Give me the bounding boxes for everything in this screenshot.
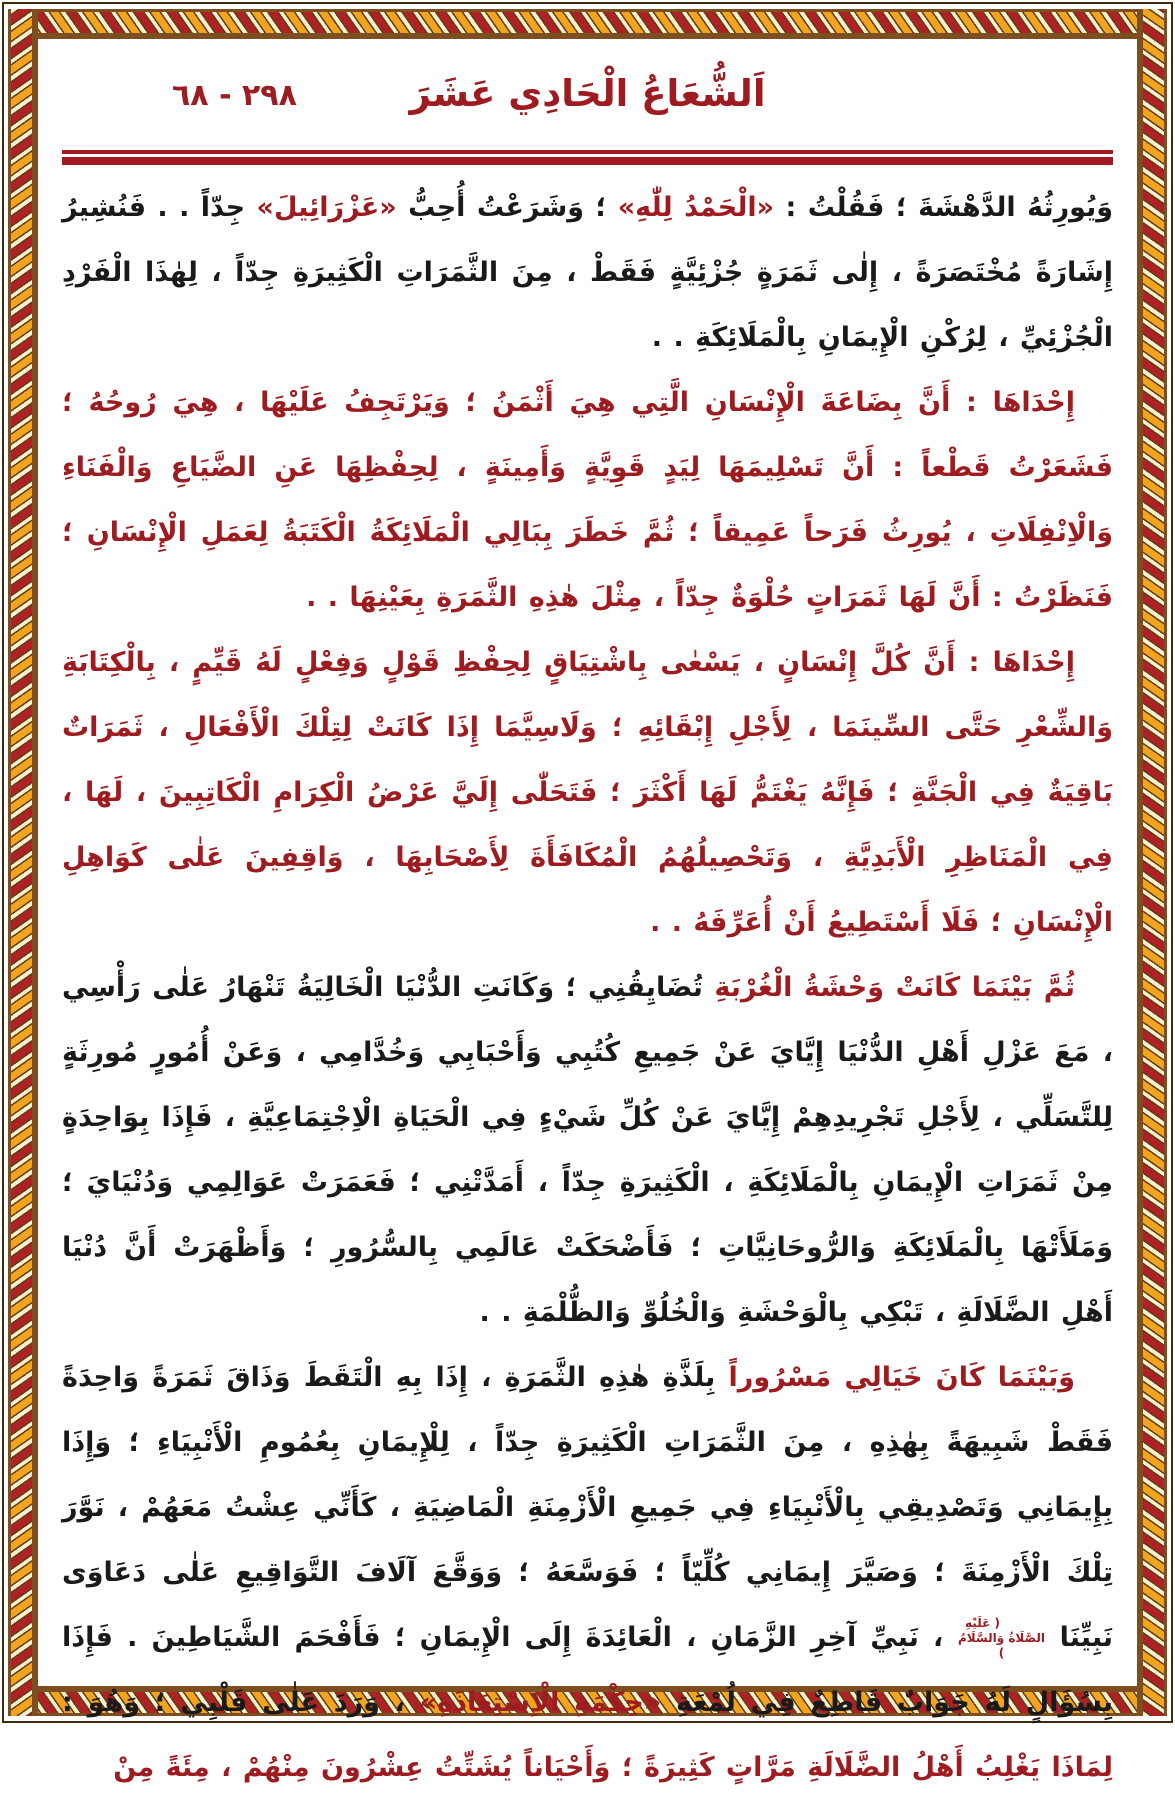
ornamental-border-top [8,9,1167,39]
text-segment: ، وَرَدَ عَلٰى قَلْبِي ؛ وَهُوَ : [62,1687,420,1718]
text-segment: «الْحَمْدُ لِلّٰهِ» [617,192,775,223]
header-divider-thin [62,150,1113,154]
paragraph [62,370,1113,630]
text-segment: إِحْدَاهَا : أَنَّ بِضَاعَةَ الْإِنْسَانِ الَّتِي هِيَ أَثْمَنُ ؛ وَيَرْتَجِفُ عَلَيْهَا ، هِيَ رُوحُهُ ؛ فَشَعَرْتُ قَطْعاً : أَنَّ تَسْلِيمَهَا لِيَدٍ قَوِيَّةٍ وَأَمِينَةٍ ، لِحِفْظِهَا عَنِ الضَّيَاعِ وَالْفَنَاءِ وَالْاِنْفِلَاتِ ، يُورِثُ فَرَحاً عَمِيقاً ؛ ثُمَّ خَطَرَ بِبَالِي الْمَلَائِكَةُ الْكَتَبَةُ لِعَمَلِ الْإِنْسَانِ ؛ فَنَظَرْتُ : أَنَّ لَهَا ثَمَرَاتٍ حُلْوَةٌ جِدّاً ، مِثْلَ هٰذِهِ الثَّمَرَةِ بِعَيْنِهَا . . [62,387,1113,613]
text-segment: جِدّاً . . فَنُشِيرُ إِشَارَةً مُخْتَصَرَةً ، إِلٰى ثَمَرَةٍ جُزْئِيَّةٍ فَقَطْ ، مِنَ الثَّمَرَاتِ الْكَثِيرَةِ جِدّاً ، لِهٰذَا الْفَرْدِ الْجُزْئِيِّ ، لِرُكْنِ الْإِيمَانِ بِالْمَلَائِكَةِ . . [62,192,1113,353]
text-segment: ثُمَّ بَيْنَمَا كَانَتْ وَحْشَةُ الْغُرْبَةِ [702,972,1076,1003]
ornamental-border-left [8,9,38,1716]
text-segment: وَيُورِثُهُ الدَّهْشَةَ ؛ فَقُلْتُ : [774,192,1114,223]
page-number: ٢٩٨ - ٦٨ [172,78,297,113]
text-segment: ، نَبِيِّ آخِرِ الزَّمَانِ ، الْعَائِدَةَ إِلَى الْإِيمَانِ ؛ فَأَفْحَمَ الشَّيَاطِينَ . فَإِذَا بِسُؤَالٍ لَهُ جَوَابٌ قَاطِعٌ فِي لُمْعَةِ [62,1622,1113,1718]
text-segment: وَبَيْنَمَا كَانَ خَيَالِي مَسْرُوراً [715,1362,1075,1393]
paragraph [62,175,1113,370]
paragraph [62,955,1113,1345]
body-text [62,175,1113,1800]
text-segment: ؛ وَشَرَعْتُ أُحِبُّ [396,192,618,223]
text-segment: «حِكْمَةِ الْاِسْتِعَاذَةِ» [419,1687,662,1718]
paragraph [62,630,1113,955]
text-segment: لِمَاذَا يَغْلِبُ أَهْلُ الضَّلَالَةِ مَرَّاتٍ كَثِيرَةً ؛ وَأَحْيَاناً يُشَتِّتُ عِشْرُونَ مِنْهُمْ ، مِئَةً مِنْ [113,1752,1113,1783]
text-segment: تُضَايِقُنِي ؛ وَكَانَتِ الدُّنْيَا الْخَالِيَةُ تَنْهَارُ عَلٰى رَأْسِي ، مَعَ عَزْلِ أَهْلِ الدُّنْيَا إِيَّايَ عَنْ جَمِيعِ كُتُبِي وَأَحْبَابِي وَخُدَّامِي ، وَعَنْ أُمُورٍ مُورِثَةٍ لِلتَّسَلِّي ، لِأَجْلِ تَجْرِيدِهِمْ إِيَّايَ عَنْ كُلِّ شَيْءٍ فِي الْحَيَاةِ الْاِجْتِمَاعِيَّةِ ، فَإِذَا بِوَاحِدَةٍ مِنْ ثَمَرَاتِ الْإِيمَانِ بِالْمَلَائِكَةِ ، الْكَثِيرَةِ جِدّاً ، أَمَدَّتْنِي ؛ فَعَمَرَتْ عَوَالِمِي وَدُنْيَايَ ؛ وَمَلَأَتْهَا بِالْمَلَائِكَةِ وَالرُّوحَانِيَّاتِ ؛ فَأَضْحَكَتْ عَالَمِي بِالسُّرُورِ ؛ وَأَظْهَرَتْ أَنَّ دُنْيَا أَهْلِ الضَّلَالَةِ ، تَبْكِي بِالْوَحْشَةِ وَالْخُلُوِّ وَالظُّلْمَةِ . . [62,972,1113,1328]
text-segment: بِلَذَّةِ هٰذِهِ الثَّمَرَةِ ، إِذَا بِهِ الْتَقَطَ وَذَاقَ ثَمَرَةً وَاحِدَةً فَقَطْ شَبِيهَةً بِهٰذِهِ ، مِنَ الثَّمَرَاتِ الْكَثِيرَةِ جِدّاً ، لِلْإِيمَانِ بِعُمُومِ الْأَنْبِيَاءِ ؛ وَإِذَا بِإِيمَانِي وَتَصْدِيقِي بِالْأَنْبِيَاءِ فِي جَمِيعِ الْأَزْمِنَةِ الْمَاضِيَةِ ، كَأَنِّي عِشْتُ مَعَهُمْ ، نَوَّرَ تِلْكَ الْأَزْمِنَةَ ؛ وَصَيَّرَ إِيمَانِي كُلِّيّاً ؛ فَوَسَّعَهُ ؛ وَوَقَّعَ آلَافَ التَّوَاقِيعِ عَلٰى دَعَاوَى نَبِيِّنَا [62,1362,1113,1653]
paragraph [62,1345,1113,1800]
header-divider-thick [62,157,1113,165]
text-segment: إِحْدَاهَا : أَنَّ كُلَّ إِنْسَانٍ ، يَسْعٰى بِاشْتِيَاقٍ لِحِفْظِ قَوْلٍ وَفِعْلٍ لَهُ قَيِّمٍ ، بِالْكِتَابَةِ وَالشِّعْرِ حَتَّى السِّينَمَا ، لِأَجْلِ إِبْقَائِهِ ؛ وَلَاسِيَّمَا إِذَا كَانَتْ لِتِلْكَ الْأَفْعَالِ ، ثَمَرَاتٌ بَاقِيَةٌ فِي الْجَنَّةِ ؛ فَإِنَّهُ يَغْتَمُّ لَهَا أَكْثَرَ ؛ فَتَحَلّٰى إِلَيَّ عَرْضُ الْكِرَامِ الْكَاتِبِينَ ، لَهَا ، فِي الْمَنَاظِرِ الْأَبَدِيَّةِ ، وَتَحْصِيلُهُمُ الْمُكَافَأَةَ لِأَصْحَابِهَا ، وَاقِفِينَ عَلٰى كَوَاهِلِ الْإِنْسَانِ ؛ فَلَا أَسْتَطِيعُ أَنْ أُعَرِّفَهُ . . [62,647,1113,938]
text-segment: «عَزْرَائِيلَ» [256,192,397,223]
ornamental-border-right [1137,9,1167,1716]
prophet-salutation-seal-icon: ( عَلَيْهِ الصَّلَاةُ وَالسَّلَامُ ) [957,1616,1045,1660]
page-header [62,62,1113,150]
page-content [62,62,1114,1783]
page-title: اَلشُّعَاعُ الْحَادِي عَشَرَ [409,72,766,115]
